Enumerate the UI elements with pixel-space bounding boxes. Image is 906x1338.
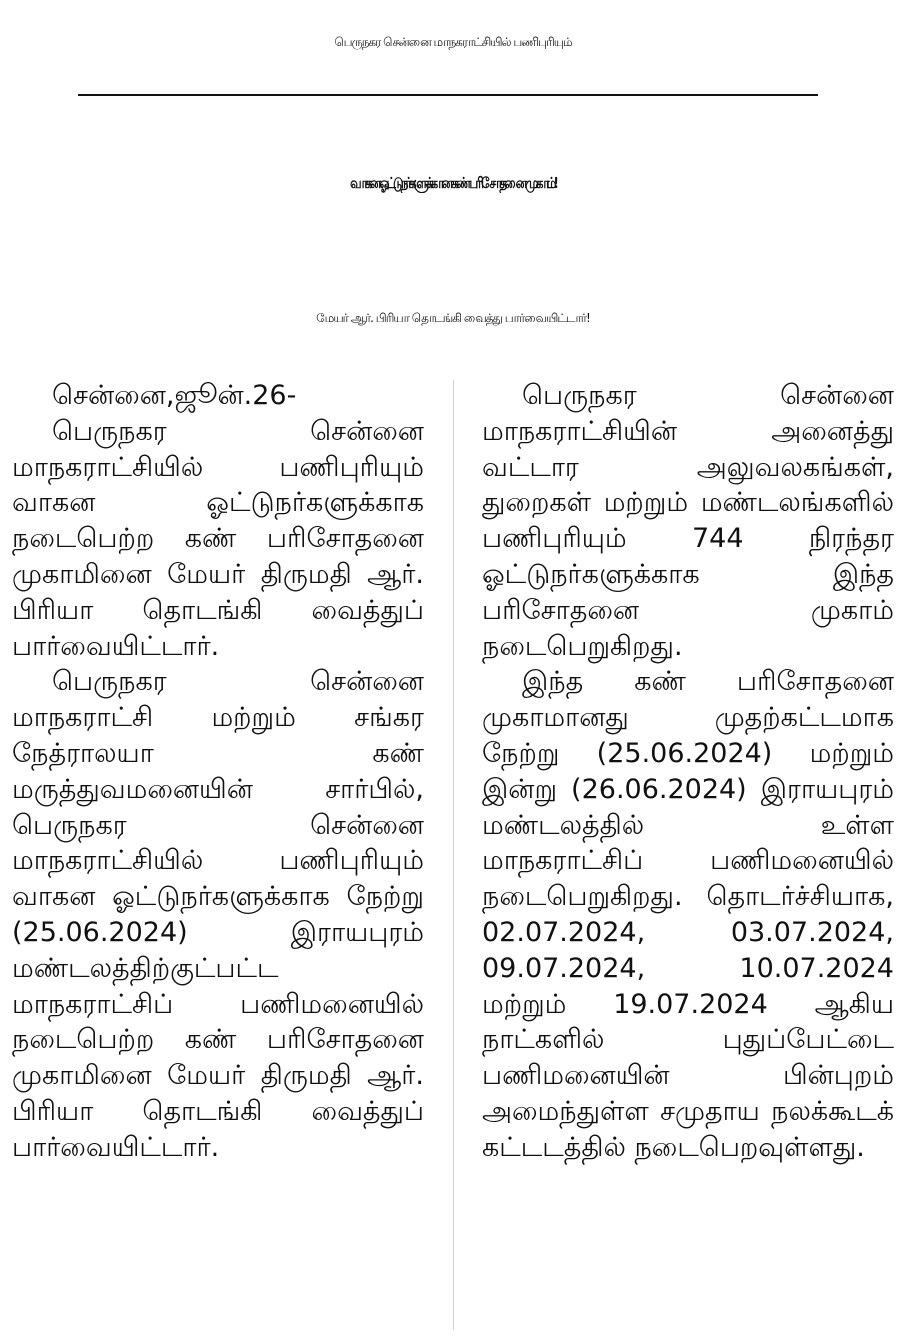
sub-headline: மேயர் ஆர். பிரியா தொடங்கி வைத்து பார்வையிட்டார்! — [316, 311, 590, 325]
dateline: சென்னை,ஜூன்.26- — [52, 380, 297, 411]
article-paragraph: பெருநகர சென்னை மாநகராட்சியின் அனைத்து வட்டார அலுவலகங்கள், துறைகள் மற்றும் மண்டலங்களில் பணிபுரியும் 744 நிரந்தர ஓட்டுநர்களுக்காக இந்த பரிசோதனை முகாம் நடைபெறுகிறது. — [482, 380, 894, 662]
article-column-right — [482, 378, 894, 1166]
article-paragraph: பெருநகர சென்னை மாநகராட்சியில் பணிபுரியும் வாகன ஓட்டுநர்களுக்காக நடைபெற்ற கண் பரிசோதனை முகாமினை மேயர் திருமதி ஆர். பிரியா தொடங்கி வைத்துப் பார்வையிட்டார். — [12, 415, 424, 662]
column-divider — [453, 380, 454, 1330]
article-column-left — [12, 378, 424, 1166]
main-headline: வாகன ஓட்டுநர்களுக்கான கண் பரிசோதனை முகாம்! — [350, 174, 556, 192]
kicker-heading: பெருநகர சென்னை மாநகராட்சியில் பணிபுரியும் — [334, 35, 572, 49]
article-paragraph: பெருநகர சென்னை மாநகராட்சி மற்றும் சங்கர நேத்ராலயா கண் மருத்துவமனையின் சார்பில், பெருநகர சென்னை மாநகராட்சியில் பணிபுரியும் வாகன ஓட்டுநர்களுக்காக நேற்று (25.06.2024) இராயபுரம் மண்டலத்திற்குட்பட்ட மாநகராட்சிப் பணிமனையில் நடைபெற்ற கண் பரிசோதனை முகாமினை மேயர் திருமதி ஆர். பிரியா தொடங்கி வைத்துப் பார்வையிட்டார். — [12, 666, 424, 1163]
article-paragraph: இந்த கண் பரிசோதனை முகாமானது முதற்கட்டமாக நேற்று (25.06.2024) மற்றும் இன்று (26.06.2024) இராயபுரம் மண்டலத்தில் உள்ள மாநகராட்சிப் பணிமனையில் நடைபெறுகிறது. தொடர்ச்சியாக, 02.07.2024, 03.07.2024, 09.07.2024, 10.07.2024 மற்றும் 19.07.2024 ஆகிய நாட்களில் புதுப்பேட்டை பணிமனையின் பின்புறம் அமைந்துள்ள சமுதாய நலக்கூடக் கட்டடத்தில் நடைபெறவுள்ளது. — [482, 666, 894, 1163]
